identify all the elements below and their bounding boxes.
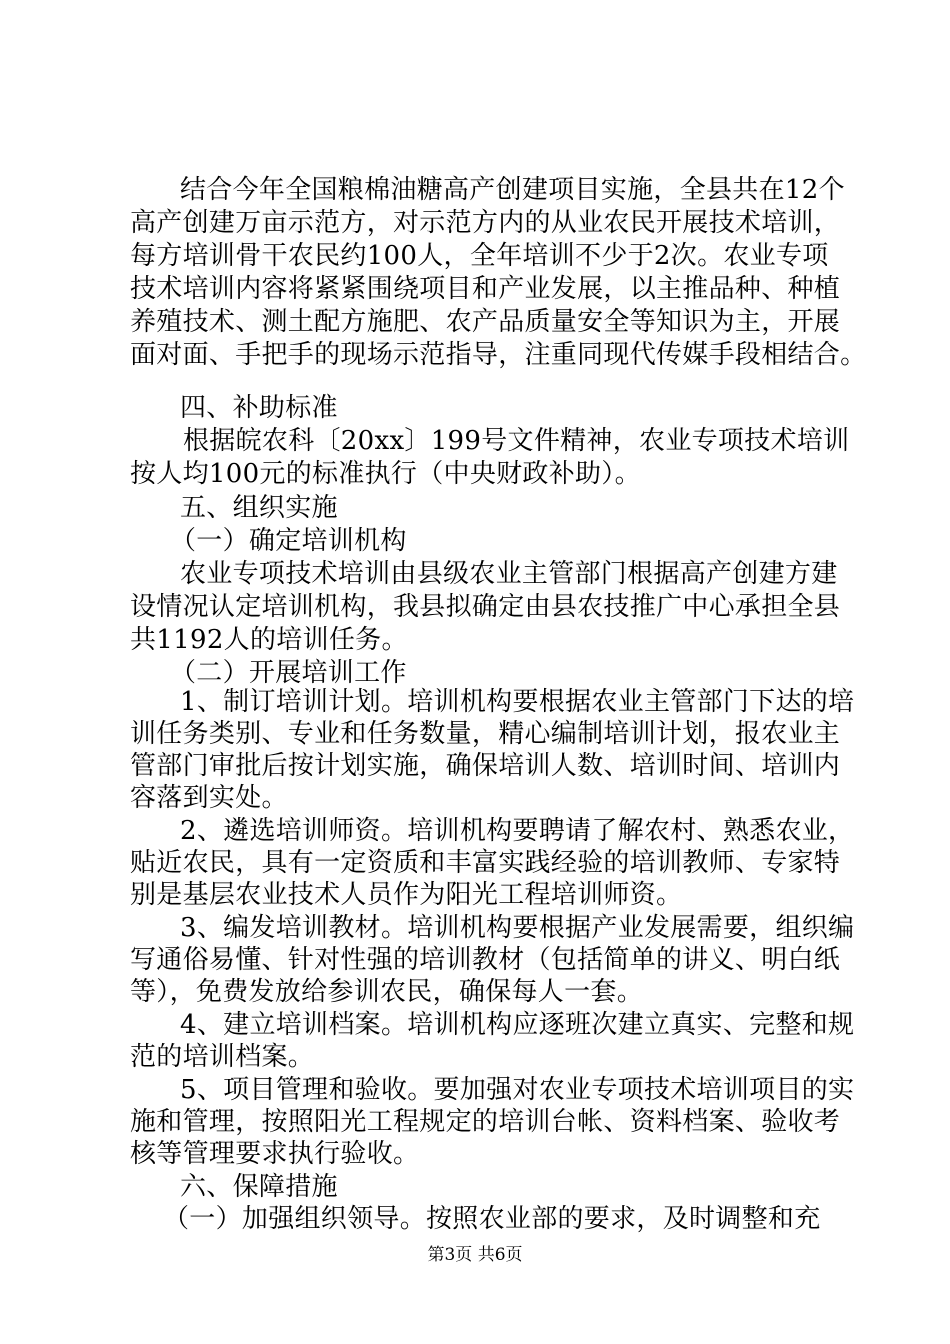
page-footer: 第3页 共6页	[427, 1245, 523, 1265]
text-line: 贴近农民，具有一定资质和丰富实践经验的培训教师、专家特	[130, 848, 841, 878]
text-line: 4、建立培训档案。培训机构应逐班次建立真实、完整和规	[180, 1010, 855, 1040]
text-line: 范的培训档案。	[130, 1042, 315, 1072]
text-line: 设情况认定培训机构，我县拟确定由县农技推广中心承担全县	[130, 592, 841, 622]
text-line: 3、编发培训教材。培训机构要根据产业发展需要，组织编	[180, 913, 855, 943]
text-line: 管部门审批后按计划实施，确保培训人数、培训时间、培训内	[130, 751, 841, 781]
text-line: 核等管理要求执行验收。	[130, 1139, 420, 1169]
subsection-heading: （一）加强组织领导。按照农业部的要求，及时调整和充	[163, 1204, 821, 1234]
text-line: 农业专项技术培训由县级农业主管部门根据高产创建方建	[180, 559, 838, 589]
text-line: 面对面、手把手的现场示范指导，注重同现代传媒手段相结合。	[130, 340, 867, 370]
text-line: 每方培训骨干农民约100人，全年培训不少于2次。农业专项	[130, 241, 829, 271]
text-line: 等），免费发放给参训农民，确保每人一套。	[130, 977, 644, 1007]
text-line: 根据皖农科〔20xx〕199号文件精神，农业专项技术培训	[183, 426, 850, 456]
section-heading: 四、补助标准	[180, 393, 338, 423]
text-line: 写通俗易懂、针对性强的培训教材（包括简单的讲义、明白纸	[130, 945, 841, 975]
text-line: 技术培训内容将紧紧围绕项目和产业发展，以主推品种、种植	[130, 274, 841, 304]
text-line: 高产创建万亩示范方，对示范方内的从业农民开展技术培训，	[130, 208, 841, 238]
section-heading: 六、保障措施	[180, 1172, 338, 1202]
text-line: 共1192人的培训任务。	[130, 625, 408, 655]
text-line: 5、项目管理和验收。要加强对农业专项技术培训项目的实	[180, 1075, 855, 1105]
text-line: 结合今年全国粮棉油糖高产创建项目实施，全县共在12个	[180, 175, 845, 205]
text-line: 2、遴选培训师资。培训机构要聘请了解农村、熟悉农业，	[180, 816, 855, 846]
text-line: 养殖技术、测土配方施肥、农产品质量安全等知识为主，开展	[130, 307, 841, 337]
text-line: 容落到实处。	[130, 783, 288, 813]
text-line: 施和管理，按照阳光工程规定的培训台帐、资料档案、验收考	[130, 1107, 841, 1137]
text-line: 训任务类别、专业和任务数量，精心编制培训计划，报农业主	[130, 719, 841, 749]
subsection-heading: （二）开展培训工作	[170, 658, 407, 688]
text-line: 别是基层农业技术人员作为阳光工程培训师资。	[130, 880, 683, 910]
section-heading: 五、组织实施	[180, 493, 338, 523]
text-line: 1、制订培训计划。培训机构要根据农业主管部门下达的培	[180, 687, 855, 717]
subsection-heading: （一）确定培训机构	[170, 526, 407, 556]
text-line: 按人均100元的标准执行（中央财政补助）。	[130, 459, 641, 489]
